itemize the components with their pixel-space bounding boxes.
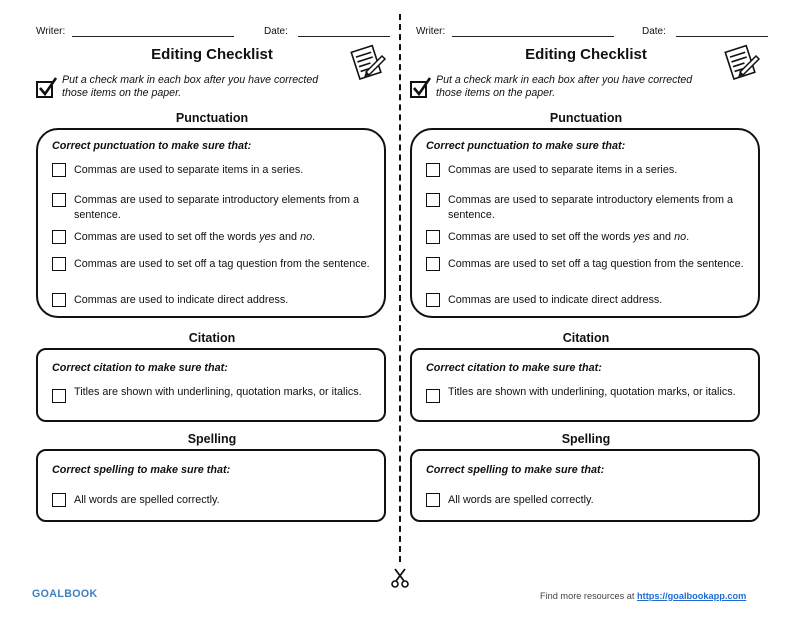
header-fields — [36, 26, 398, 40]
footer-text — [540, 591, 746, 601]
item-checkbox[interactable] — [426, 193, 440, 207]
item-text: Commas are used to separate introductory elements from a sentence. — [448, 194, 734, 221]
goalbook-logo: GOALBOOK — [32, 588, 98, 600]
spelling-prompt: Correct spelling to make sure that: — [426, 464, 605, 476]
spelling-prompt: Correct spelling to make sure that: — [52, 464, 231, 476]
section-heading-spelling: Spelling — [187, 432, 237, 446]
item-checkbox[interactable] — [52, 193, 66, 207]
item-text: Commas are used to indicate direct address. — [74, 294, 289, 306]
item-text: Commas are used to set off the words yes and no. — [448, 231, 690, 243]
spelling-box — [410, 449, 760, 522]
section-heading-punctuation: Punctuation — [549, 111, 623, 125]
section-heading-citation: Citation — [562, 331, 610, 345]
item-text: Commas are used to indicate direct address. — [448, 294, 663, 306]
notepad-pencil-icon — [720, 42, 762, 82]
footer-link[interactable]: https://goalbookapp.com — [637, 591, 747, 601]
item-checkbox[interactable] — [426, 163, 440, 177]
instruction-text: Put a check mark in each box after you have corrected those items on the paper. — [62, 74, 319, 99]
writer-label: Writer: — [36, 26, 66, 37]
item-checkbox[interactable] — [52, 293, 66, 307]
item-text: Titles are shown with underlining, quotation marks, or italics. — [448, 386, 736, 398]
punctuation-prompt: Correct punctuation to make sure that: — [426, 140, 626, 152]
item-text: Commas are used to separate items in a series. — [448, 164, 678, 176]
item-text: Commas are used to separate introductory elements from a sentence. — [74, 194, 360, 221]
page-title: Editing Checklist — [525, 46, 647, 63]
checked-box-icon — [410, 77, 432, 99]
item-checkbox[interactable] — [426, 230, 440, 244]
citation-box — [36, 348, 386, 422]
scissors-icon — [391, 568, 409, 588]
citation-box — [410, 348, 760, 422]
notepad-pencil-icon — [346, 42, 388, 82]
instruction-text: Put a check mark in each box after you have corrected those items on the paper. — [436, 74, 693, 99]
writer-field[interactable] — [72, 36, 234, 37]
checklist-left — [26, 0, 398, 560]
punctuation-box — [410, 128, 760, 318]
section-heading-citation: Citation — [188, 331, 236, 345]
punctuation-box — [36, 128, 386, 318]
header-fields — [410, 26, 772, 40]
item-checkbox[interactable] — [426, 257, 440, 271]
date-label: Date: — [264, 26, 288, 37]
date-field[interactable] — [298, 36, 390, 37]
checked-box-icon — [36, 77, 58, 99]
page-title: Editing Checklist — [151, 46, 273, 63]
item-checkbox[interactable] — [52, 493, 66, 507]
writer-label: Writer: — [416, 26, 446, 37]
item-checkbox[interactable] — [426, 389, 440, 403]
item-text: Titles are shown with underlining, quotation marks, or italics. — [74, 386, 362, 398]
citation-prompt: Correct citation to make sure that: — [52, 362, 228, 374]
spelling-box — [36, 449, 386, 522]
item-text: Commas are used to set off a tag question from the sentence. — [448, 258, 744, 270]
item-checkbox[interactable] — [426, 293, 440, 307]
item-text: All words are spelled correctly. — [448, 494, 594, 506]
item-text: Commas are used to set off the words yes and no. — [74, 231, 316, 243]
item-text: Commas are used to set off a tag question from the sentence. — [74, 258, 370, 270]
checklist-right — [400, 0, 772, 560]
item-checkbox[interactable] — [52, 163, 66, 177]
section-heading-spelling: Spelling — [561, 432, 611, 446]
item-checkbox[interactable] — [52, 389, 66, 403]
item-checkbox[interactable] — [52, 257, 66, 271]
writer-field[interactable] — [452, 36, 614, 37]
cut-line-divider — [399, 14, 401, 562]
item-text: Commas are used to separate items in a series. — [74, 164, 304, 176]
citation-prompt: Correct citation to make sure that: — [426, 362, 602, 374]
date-field[interactable] — [676, 36, 768, 37]
punctuation-prompt: Correct punctuation to make sure that: — [52, 140, 252, 152]
footer-label: Find more resources at — [540, 591, 635, 601]
section-heading-punctuation: Punctuation — [175, 111, 249, 125]
item-text: All words are spelled correctly. — [74, 494, 220, 506]
item-checkbox[interactable] — [52, 230, 66, 244]
item-checkbox[interactable] — [426, 493, 440, 507]
date-label: Date: — [642, 26, 666, 37]
